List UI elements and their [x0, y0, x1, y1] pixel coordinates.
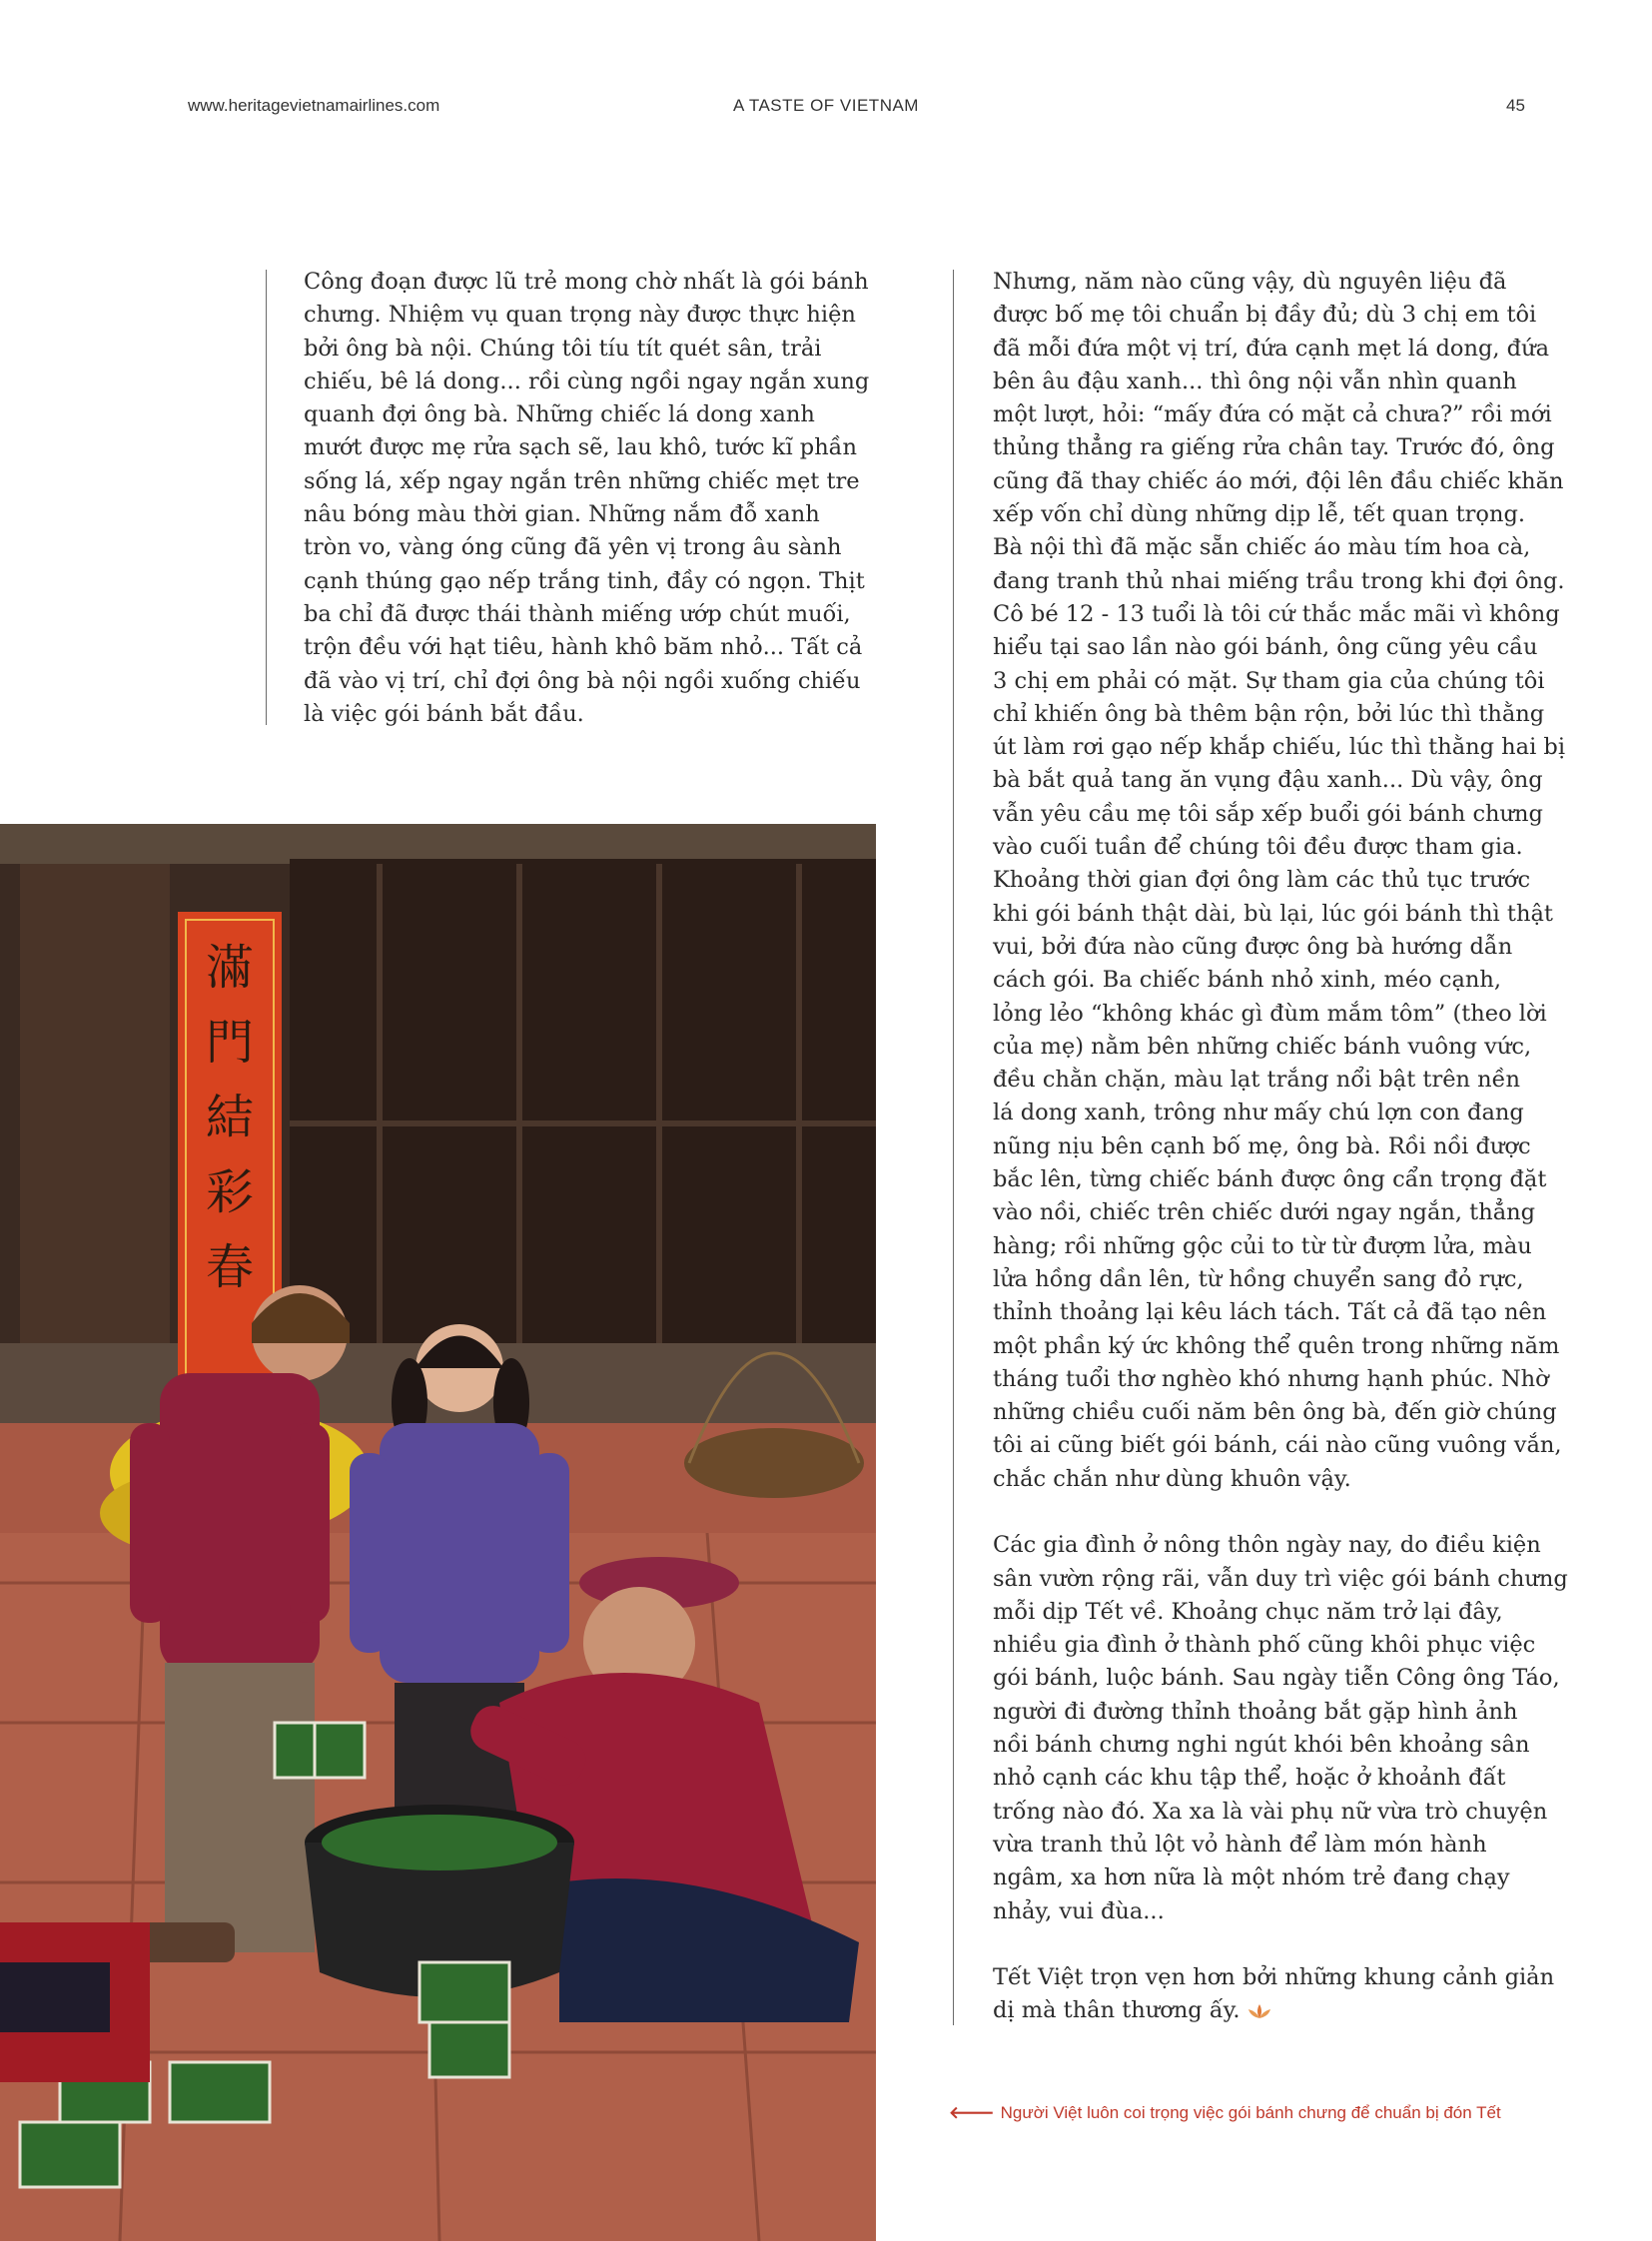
text-line: nhiều gia đình ở thành phố cũng khôi phục việc	[993, 1632, 1536, 1659]
text-line: vui, bởi đứa nào cũng được ông bà hướng dẫn	[993, 933, 1513, 960]
text-line: nhỏ cạnh các khu tập thể, hoặc ở khoảnh đất	[993, 1765, 1506, 1792]
section-title: A TASTE OF VIETNAM	[733, 96, 919, 115]
text-line: lỏng lẻo “không khác gì đùm mắm tôm” (theo lời	[993, 1000, 1547, 1027]
text-line: thủng thẳng ra giếng rửa chân tay. Trước đó, ông	[993, 434, 1555, 461]
photo-caption	[949, 2103, 1508, 2123]
text-line: Cô bé 12 - 13 tuổi là tôi cứ thắc mắc mãi vì không	[993, 600, 1560, 627]
text-line: gói bánh, luộc bánh. Sau ngày tiễn Công ông Táo,	[993, 1665, 1560, 1692]
text-line: được bố mẹ tôi chuẩn bị đầy đủ; dù 3 chị em tôi	[993, 302, 1537, 329]
banner-char-2: 門	[205, 1015, 255, 1071]
text-line: hiểu tại sao lần nào gói bánh, ông cũng yêu cầu	[993, 634, 1538, 661]
text-line: Công đoạn được lũ trẻ mong chờ nhất là gói bánh	[304, 269, 869, 295]
text-line: ba chỉ đã được thái thành miếng ướp chút muối,	[304, 600, 851, 627]
text-line: lửa hồng dần lên, từ hồng chuyển sang đỏ rực,	[993, 1265, 1524, 1292]
text-line: chưng. Nhiệm vụ quan trọng này được thực hiện	[304, 302, 856, 329]
page-number: 45	[1506, 96, 1525, 115]
banner-char-1: 滿	[205, 940, 255, 996]
text-line: bởi ông bà nội. Chúng tôi tíu tít quét sân, trải	[304, 335, 822, 362]
text-line: nhảy, vui đùa...	[993, 1897, 1165, 1924]
text-line: người đi đường thỉnh thoảng bắt gặp hình ảnh	[993, 1698, 1518, 1725]
text-line: tháng tuổi thơ nghèo khó nhưng hạnh phúc. Nhờ	[993, 1365, 1549, 1392]
text-line: những chiều cuối năm bên ông bà, đến giờ chúng	[993, 1399, 1557, 1426]
text-line: Bà nội thì đã mặc sẵn chiếc áo màu tím hoa cà,	[993, 534, 1531, 561]
page-header	[0, 96, 1652, 124]
text-line: chắc chắn như dùng khuôn vậy.	[993, 1465, 1351, 1492]
paragraph	[993, 1961, 1555, 2028]
text-line: sân vườn rộng rãi, vẫn duy trì việc gói bánh chưng	[993, 1565, 1568, 1592]
banner-char-5: 春	[205, 1239, 255, 1295]
left-column-text	[304, 266, 870, 764]
text-line: cũng đã thay chiếc áo mới, đội lên đầu chiếc khăn	[993, 467, 1564, 494]
text-line: ngâm, xa hơn nữa là một nhóm trẻ đang chạy	[993, 1865, 1510, 1891]
text-line: mỗi dịp Tết về. Khoảng chục năm trở lại đây,	[993, 1598, 1503, 1625]
text-line: khi gói bánh thật dài, bù lại, lúc gói bánh thì thật	[993, 900, 1553, 927]
text-line: vào cuối tuần để chúng tôi đều được tham gia.	[993, 834, 1523, 861]
text-line: út làm rơi gạo nếp khắp chiếu, lúc thì thằng hai bị	[993, 734, 1566, 761]
text-line: thỉnh thoảng lại kêu lách tách. Tất cả đã tạo nên	[993, 1299, 1547, 1326]
text-line: Khoảng thời gian đợi ông làm các thủ tục trước	[993, 867, 1531, 894]
text-line: tròn vo, vàng óng cũng đã yên vị trong âu sành	[304, 534, 842, 561]
text-line: bên âu đậu xanh... thì ông nội vẫn nhìn quanh	[993, 368, 1517, 394]
text-line: sống lá, xếp ngay ngắn trên những chiếc mẹt tre	[304, 467, 860, 494]
text-line: cách gói. Ba chiếc bánh nhỏ xinh, méo cạnh,	[993, 967, 1501, 994]
text-line: Tết Việt trọn vẹn hơn bởi những khung cảnh giản	[993, 1964, 1555, 1991]
text-line: Các gia đình ở nông thôn ngày nay, do điều kiện	[993, 1532, 1541, 1559]
text-line: hàng; rồi những gộc củi to từ từ đượm lửa, màu	[993, 1232, 1532, 1259]
text-line: đã mỗi đứa một vị trí, đứa cạnh mẹt lá dong, đứa	[993, 335, 1549, 362]
text-line: tôi ai cũng biết gói bánh, cái nào cũng vuông vắn,	[993, 1432, 1562, 1459]
website-url[interactable]: www.heritagevietnamairlines.com	[188, 96, 440, 115]
text-line: dị mà thân thương ấy.	[993, 1994, 1552, 2027]
text-line: vẫn yêu cầu mẹ tôi sắp xếp buổi gói bánh chưng	[993, 800, 1543, 827]
paragraph	[304, 266, 870, 731]
text-line: của mẹ) nằm bên những chiếc bánh vuông vức,	[993, 1033, 1532, 1060]
text-line: bà bắt quả tang ăn vụng đậu xanh... Dù vậy, ông	[993, 767, 1543, 794]
text-line: mướt được mẹ rửa sạch sẽ, lau khô, tước kĩ phần	[304, 434, 857, 461]
text-line: lá dong xanh, trông như mấy chú lợn con đang	[993, 1100, 1524, 1126]
text-line: bắc lên, từng chiếc bánh được ông cẩn trọng đặt	[993, 1166, 1547, 1193]
left-arrow-icon: 🡐	[949, 2103, 995, 2122]
text-line: nâu bóng màu thời gian. Những nắm đỗ xanh	[304, 501, 820, 528]
text-line: cạnh thúng gạo nếp trắng tinh, đầy có ngọn. Thịt	[304, 567, 865, 594]
text-line: chỉ khiến ông bà thêm bận rộn, bởi lúc thì thằng	[993, 700, 1545, 727]
paragraph	[993, 1529, 1568, 1928]
text-line: đã vào vị trí, chỉ đợi ông bà nội ngồi xuống chiếu	[304, 667, 861, 694]
text-line: Nhưng, năm nào cũng vậy, dù nguyên liệu đã	[993, 269, 1507, 295]
lotus-end-icon	[1246, 2003, 1272, 2019]
right-column-rule	[953, 270, 954, 2025]
text-line: quanh đợi ông bà. Những chiếc lá dong xanh	[304, 401, 815, 428]
article-photo	[0, 824, 876, 2241]
text-line: trộn đều với hạt tiêu, hành khô băm nhỏ... Tất cả	[304, 634, 863, 661]
text-line: chiếu, bê lá dong... rồi cùng ngồi ngay ngắn xung	[304, 368, 870, 394]
caption-text: Người Việt luôn coi trọng việc gói bánh chưng để chuẩn bị đón Tết	[1000, 2103, 1501, 2122]
text-line: đang tranh thủ nhai miếng trầu trong khi đợi ông.	[993, 567, 1565, 594]
text-line: vừa tranh thủ lột vỏ hành để làm món hành	[993, 1831, 1487, 1858]
text-line: 3 chị em phải có mặt. Sự tham gia của chúng tôi	[993, 667, 1545, 694]
text-line: xếp vốn chỉ dùng những dịp lễ, tết quan trọng.	[993, 501, 1526, 528]
text-line: một lượt, hỏi: “mấy đứa có mặt cả chưa?” rồi mới	[993, 401, 1552, 428]
text-line: đều chằn chặn, màu lạt trắng nổi bật trên nền	[993, 1067, 1520, 1094]
right-column-text	[993, 266, 1568, 2061]
text-line: nũng nịu bên cạnh bố mẹ, ông bà. Rồi nồi được	[993, 1132, 1531, 1159]
lotus-end-mark	[1240, 1997, 1272, 2023]
text-line: một phần ký ức không thể quên trong những năm	[993, 1332, 1560, 1359]
left-column-rule	[266, 270, 267, 725]
banner-char-3: 結	[205, 1090, 255, 1145]
text-line: vào nồi, chiếc trên chiếc dưới ngay ngắn, thẳng	[993, 1199, 1536, 1226]
banner-char-4: 彩	[205, 1164, 255, 1220]
text-line: nồi bánh chưng nghi ngút khói bên khoảng sân	[993, 1732, 1530, 1759]
text-line: là việc gói bánh bắt đầu.	[304, 700, 584, 727]
text-line: trống nào đó. Xa xa là vài phụ nữ vừa trò chuyện	[993, 1798, 1548, 1825]
paragraph	[993, 266, 1566, 1496]
